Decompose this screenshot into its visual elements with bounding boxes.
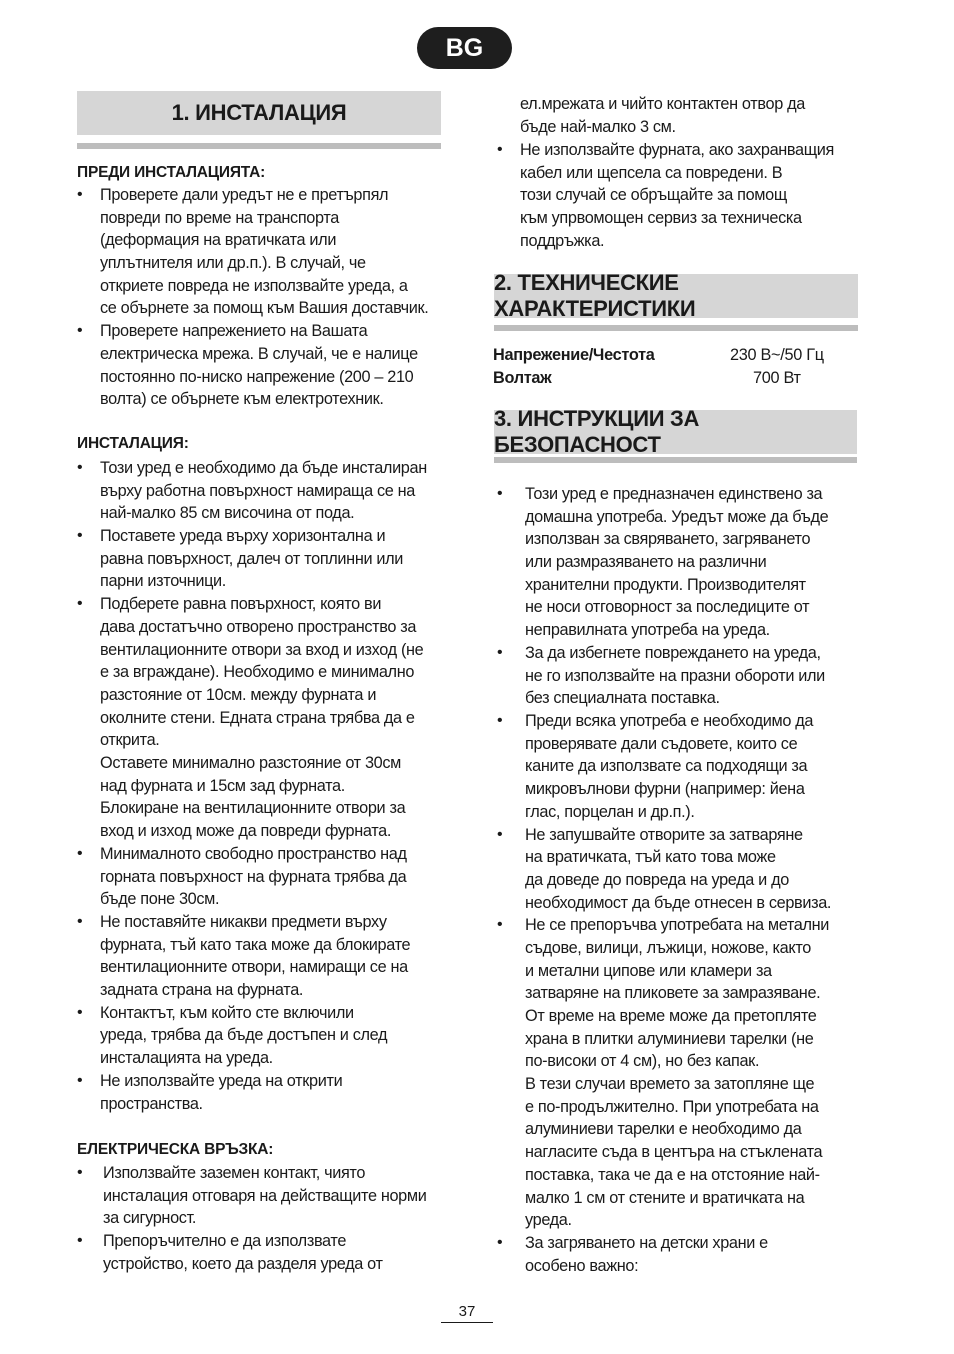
list-item-line: Оставете минимално разстояние от 30см	[100, 754, 401, 772]
list-item	[525, 914, 829, 1232]
list-item-line: Преди всяка употреба е необходимо да	[525, 712, 814, 730]
list-item-line: кабел или щепсела са повредени. В	[520, 163, 783, 182]
list-item-line: Този уред е предназначен единствено за	[525, 485, 823, 503]
list-item-line: вентилационните отвори, намиращи се на	[100, 958, 408, 977]
list-item-line: на вратичката, тъй като това може	[525, 848, 776, 867]
list-item-line: храна в плитки алуминиеви тарелки (не	[525, 1029, 814, 1048]
list-item-line: Използвайте заземен контакт, чиято	[103, 1164, 366, 1182]
list-item-line: поставка, така че да е на отстояние най-	[525, 1165, 820, 1184]
list-item-line: неправилната употреба на уреда.	[525, 621, 770, 640]
list-item	[100, 525, 403, 593]
list-item-line: парни източници.	[100, 572, 226, 591]
list-item-line: вентилационните отвори за вход и изход (не	[100, 640, 424, 659]
list-item-line: поддръжка.	[520, 231, 605, 250]
list-item-line: За загряването на детски храни е	[525, 1234, 768, 1253]
list-item-line: равна повърхност, далеч от топлинни или	[100, 549, 404, 568]
list-item-line: Минималното свободно пространство над	[100, 844, 407, 863]
list-item	[100, 593, 423, 843]
list-item-line: Не използвайте фурната, ако захранващия	[520, 141, 835, 159]
spec-value-wattage: 700 Вт	[753, 369, 801, 387]
bullet-icon: •	[77, 1003, 83, 1021]
list-item-line: От време на време може да претопляте	[525, 1007, 817, 1026]
list-item-line: особено важно:	[525, 1256, 639, 1275]
list-item-line: Проверете дали уредът не е претърпял	[100, 186, 389, 204]
list-item-line: електрическа мрежа. В случай, че е налице	[100, 344, 418, 363]
list-item-line: устройство, което да разделя уреда от	[103, 1254, 383, 1273]
list-item-line: глас, порцелан и др.п.).	[525, 802, 695, 821]
list-item	[525, 824, 831, 915]
list-item-line: не носи отговорност за последиците от	[525, 598, 810, 617]
list-item-line: хранителни продукти. Производителят	[525, 575, 806, 594]
list-item-line: Този уред е необходимо да бъде инсталиран	[100, 459, 427, 477]
spec-label-wattage: Волтаж	[493, 369, 552, 387]
list-item	[100, 843, 407, 911]
bullet-icon: •	[77, 913, 83, 930]
list-item-line: инсталация отговаря на действащите норми	[103, 1186, 427, 1205]
list-item	[103, 1230, 383, 1275]
list-item	[525, 710, 813, 823]
list-item	[100, 1002, 387, 1070]
list-item-line: е по-продължително. При употребата на	[525, 1097, 819, 1116]
section-safety-title: 3. ИНСТРУКЦИИ ЗА БЕЗОПАСНОСТ	[494, 410, 857, 454]
list-item	[525, 1232, 768, 1277]
bullet-icon: •	[497, 485, 503, 502]
bullet-icon: •	[497, 141, 503, 158]
list-item-line: проверявате дали съдовете, които се	[525, 734, 798, 753]
list-item-line: Препоръчително е да използвате	[103, 1232, 347, 1251]
list-item-line: се обърнете за помощ към Вашия доставчик.	[100, 299, 429, 318]
list-item-line: или размразяването на различни	[525, 553, 767, 572]
bullet-icon: •	[497, 916, 503, 934]
list-item-line: Подберете равна повърхност, която ви	[100, 595, 382, 614]
list-item-line: уреда, трябва да бъде достъпен и след	[100, 1026, 388, 1045]
section-rule	[77, 143, 441, 149]
list-item-line: Контактът, към който сте включили	[100, 1003, 354, 1022]
list-item-line: постоянно по-ниско напрежение (200 – 210	[100, 367, 414, 386]
list-item-line: над фурната и 15см зад фурната.	[100, 776, 345, 795]
list-item-line: към упрвомощен сервиз за техническа	[520, 209, 802, 228]
list-item-line: използван за свяряването, загряването	[525, 530, 811, 549]
list-item-line: съдове, вилици, лъжици, ножове, както	[525, 938, 811, 957]
language-badge: BG	[417, 27, 512, 69]
list-item	[520, 139, 834, 252]
section-rule	[494, 457, 857, 463]
list-item-line: Блокиране на вентилационните отвори за	[100, 799, 406, 818]
spec-label-voltage-frequency: Напрежение/Честота	[493, 346, 655, 364]
list-item	[525, 483, 828, 642]
list-item-line: алуминиеви тарелки е необходимо да	[525, 1120, 802, 1139]
list-item	[100, 1070, 342, 1115]
list-item-line: този случай се обръщайте за помощ	[520, 186, 787, 205]
list-item-line: открита.	[100, 731, 160, 750]
list-item-line: да доведе до повреда на уреда и до	[525, 870, 789, 889]
list-item-line: малко 1 см от стените и вратичката на	[525, 1188, 805, 1207]
list-item-line: задната страна на фурната.	[100, 981, 304, 1000]
list-item-line: волта) се обърнете към електротехник.	[100, 390, 384, 409]
list-item-line: Проверете напрежението на Вашата	[100, 322, 368, 341]
list-item-line: Поставете уреда върху хоризонтална и	[100, 527, 386, 546]
section-installation-title: 1. ИНСТАЛАЦИЯ	[77, 91, 441, 135]
bullet-icon: •	[497, 643, 503, 661]
list-item-line: нагласите съда в центъра на стъклената	[525, 1143, 823, 1162]
list-item-line: Не се препоръчва употребата на метални	[525, 916, 830, 935]
page-number-rule	[441, 1322, 493, 1323]
bullet-icon: •	[77, 1071, 83, 1089]
list-item-line: не го използвайте на празни обороти или	[525, 666, 825, 685]
list-item	[520, 93, 805, 138]
list-item-line: без специалната поставка.	[525, 689, 720, 708]
list-item-line: вход и изход може да повреди фурната.	[100, 822, 392, 841]
list-item	[525, 642, 825, 710]
list-item	[103, 1162, 426, 1230]
spec-value-voltage-frequency: 230 В~/50 Гц	[730, 346, 824, 364]
list-item-line: каните да използвате са подходящи за	[525, 757, 808, 776]
list-item-line: върху работна повърхност намираща се на	[100, 481, 415, 500]
list-item-line: повреди по време на транспорта	[100, 208, 339, 227]
bullet-icon: •	[77, 527, 83, 545]
list-item-line: уплътнителя или др.п.). В случай, че	[100, 254, 366, 273]
list-item-line: откриете повреда не използвайте уреда, а	[100, 276, 408, 295]
list-item-line: инсталацията на уреда.	[100, 1049, 273, 1068]
list-item-line: разстояние от 10см. между фурната и	[100, 685, 377, 704]
list-item-line: околните стени. Едната страна трябва да е	[100, 708, 415, 727]
list-item-line: уреда.	[525, 1211, 572, 1230]
bullet-icon: •	[77, 459, 83, 476]
before-install-heading: ПРЕДИ ИНСТАЛАЦИЯТА:	[77, 164, 266, 181]
page-number: 37	[458, 1303, 476, 1320]
bullet-icon: •	[77, 1232, 83, 1250]
section-tech-title: 2. ТЕХНИЧЕСКИЕ ХАРАКТЕРИСТИКИ	[494, 274, 858, 318]
list-item-line: необходимост да бъде отнесен в сервиза.	[525, 893, 832, 912]
list-item-line: затваряне на пликовете за замразяване.	[525, 984, 821, 1003]
install-heading: ИНСТАЛАЦИЯ:	[77, 435, 189, 452]
section-rule	[494, 325, 858, 331]
list-item-line: Не използвайте уреда на открити	[100, 1071, 343, 1090]
list-item	[100, 320, 418, 411]
list-item	[100, 184, 428, 320]
bullet-icon: •	[497, 712, 503, 729]
list-item-line: В тези случаи времето за затопляне ще	[525, 1075, 815, 1094]
list-item-line: за сигурност.	[103, 1209, 197, 1228]
bullet-icon: •	[497, 825, 503, 843]
list-item-line: микровълнови фурни (например: йена	[525, 780, 805, 799]
list-item-line: дава достатъчно отворено пространство за	[100, 617, 417, 636]
bullet-icon: •	[497, 1234, 503, 1252]
list-item-line: бъде най-малко 3 см.	[520, 117, 676, 136]
list-item	[100, 911, 410, 1002]
list-item-line: е за вграждане). Необходимо е минимално	[100, 663, 415, 682]
list-item-line: по-високи от 4 см), но без капак.	[525, 1052, 760, 1071]
list-item-line: (деформация на вратичката или	[100, 231, 337, 250]
bullet-icon: •	[77, 186, 83, 203]
bullet-icon: •	[77, 1164, 83, 1181]
list-item-line: бъде поне 30см.	[100, 890, 220, 909]
electrical-heading: ЕЛЕКТРИЧЕСКА ВРЪЗКА:	[77, 1141, 274, 1158]
list-item-line: Не запушвайте отворите за затваряне	[525, 825, 803, 844]
bullet-icon: •	[77, 595, 83, 613]
list-item-line: и метални ципове или кламери за	[525, 961, 772, 980]
bullet-icon: •	[77, 844, 83, 862]
list-item-line: домашна употреба. Уредът може да бъде	[525, 507, 829, 526]
list-item-line: пространства.	[100, 1094, 203, 1113]
list-item-line: Не поставяйте никакви предмети върху	[100, 913, 387, 931]
list-item-line: най-малко 85 см височина от пода.	[100, 504, 355, 523]
list-item-line: фурната, тъй като така може да блокирате	[100, 935, 411, 954]
list-item	[100, 457, 427, 525]
list-item-line: За да избегнете повреждането на уреда,	[525, 643, 821, 662]
bullet-icon: •	[77, 322, 83, 340]
list-item-line: горната повърхност на фурната трябва да	[100, 867, 407, 886]
list-item-line: ел.мрежата и чийто контактен отвор да	[520, 95, 805, 113]
